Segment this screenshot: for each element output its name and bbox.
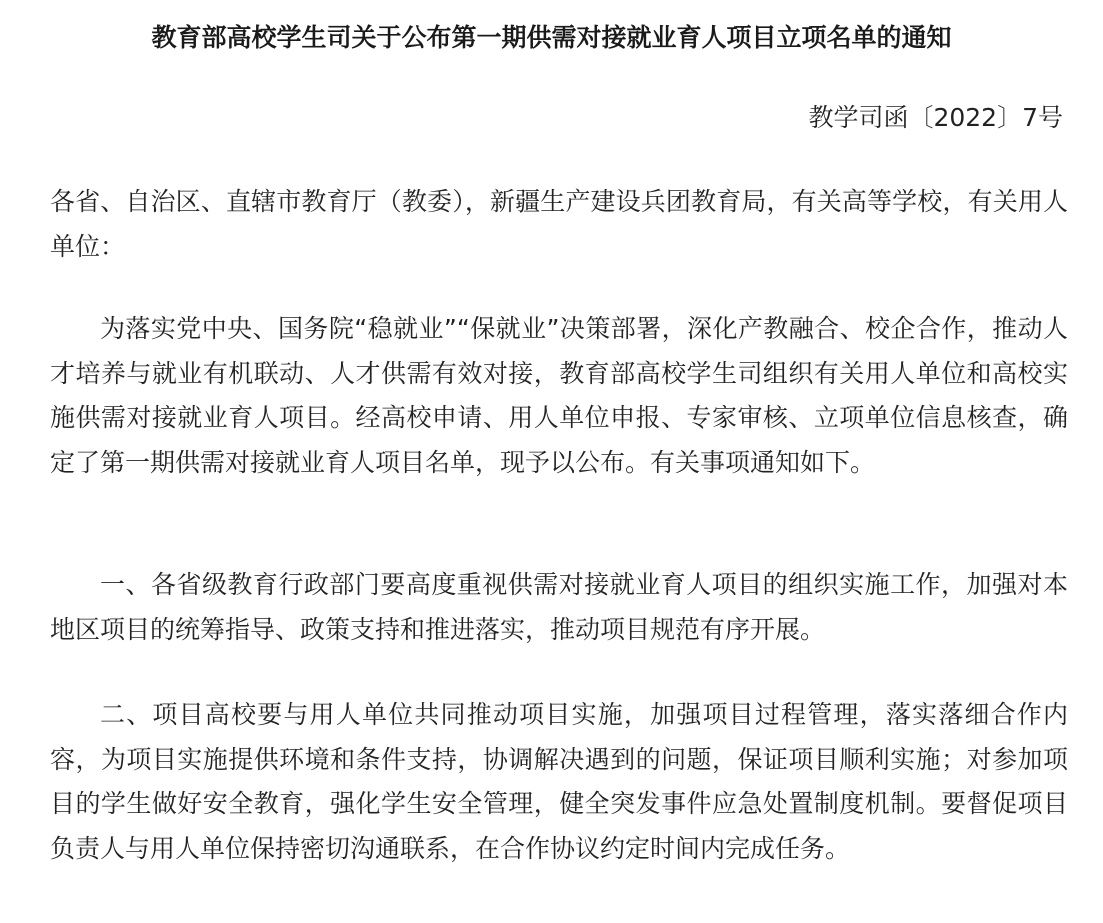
paragraph-item-1: 一、各省级教育行政部门要高度重视供需对接就业育人项目的组织实施工作，加强对本地区项目的统筹指导、政策支持和推进落实，推动项目规范有序开展。 bbox=[50, 570, 1068, 644]
salutation: 各省、自治区、直辖市教育厅（教委），新疆生产建设兵团教育局，有关高等学校，有关用人单位： bbox=[50, 187, 1068, 261]
paragraph-item-2: 二、项目高校要与用人单位共同推动项目实施，加强项目过程管理，落实落细合作内容，为项目实施提供环境和条件支持，协调解决遇到的问题，保证项目顺利实施；对参加项目的学生做好安全教育，强化学生安全管理，健全突发事件应急处置制度机制。要督促项目负责人与用人单位保持密切沟通联系，在合作协议约定时间内完成任务。 bbox=[50, 700, 1068, 863]
document-number: 教学司函〔2022〕7号 bbox=[808, 103, 1063, 132]
document-title: 教育部高校学生司关于公布第一期供需对接就业育人项目立项名单的通知 bbox=[151, 23, 952, 52]
paragraph-intro: 为落实党中央、国务院“稳就业”“保就业”决策部署，深化产教融合、校企合作，推动人才培养与就业有机联动、人才供需有效对接，教育部高校学生司组织有关用人单位和高校实施供需对接就业育人项目。经高校申请、用人单位申报、专家审核、立项单位信息核查，确定了第一期供需对接就业育人项目名单，现予以公布。有关事项通知如下。 bbox=[50, 314, 1068, 477]
